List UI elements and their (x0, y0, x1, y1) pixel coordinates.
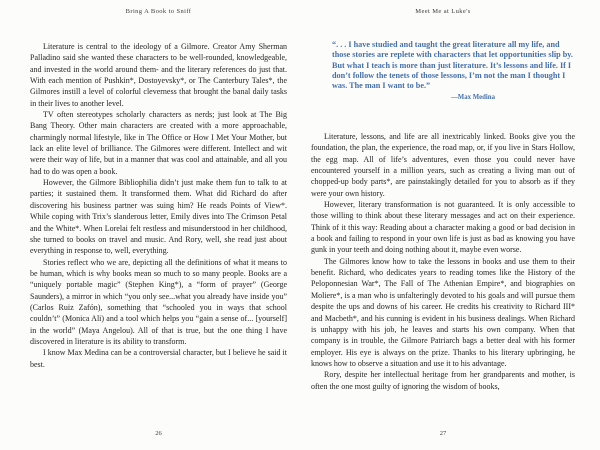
running-header-right: Meet Me at Luke's (415, 8, 471, 15)
paragraph: Literature is central to the ideology of a Gilmore. Creator Amy Sherman Palladino said she wanted these characters to be well-rounded, knowledgeable, and invested in the world around them- and the literary references do just that. With each mention of Pushkin*, Dostoyevsky*, or The Canterbury Tales*, the Gilmores instill a level of colorful cleverness that brought the banal daily tasks in their lives to another level. (30, 42, 287, 108)
pull-quote-text: “. . . I have studied and taught the great literature all my life, and those stories are replete with characters that let opportunities slip by. But what I teach is more than just literature. It’s lessons and life. If I don’t follow the tenets of those lessons, I’m not the man I thought I was. The man I want to be.” (332, 40, 573, 91)
page-number-left: 26 (155, 430, 162, 437)
paragraph: Rory, despite her intellectual heritage from her grandparents and mother, is often the one most guilty of ignoring the wisdom of books, (311, 370, 575, 391)
page-number-right: 27 (439, 430, 447, 437)
right-page-body (311, 131, 575, 392)
paragraph: However, literary transformation is not guaranteed. It is only accessible to those willing to think about these literary messages and act on their experience. Think of it this way: Reading about a character making a good or bad decision in a book and failing to respond in your own life is just as bad as knowing you have gunk in your teeth and doing nothing about it, maybe even worse. (311, 200, 575, 255)
pull-quote-block (311, 40, 575, 101)
paragraph: Literature, lessons, and life are all inextricably linked. Books give you the foundation, the plan, the experience, the road map, or, if you live in Stars Hollow, the egg map. All of life’s adventures, even those you could never have encountered yourself in a million years, such as creating a living man out of chopped-up body parts*, are painstakingly detailed for you to absorb as if they were your own history. (311, 132, 575, 198)
paragraph: TV often stereotypes scholarly characters as nerds; just look at The Big Bang Theory. Other main characters are created with a more approachable, charmingly normal lifestyle, like in The Office or How I Met Your Mother, but lack an elite level of brilliance. The Gilmores were different. Intellect and wit were their way of life, but in a manner that was cool and attainable, and all you had to do was open a book. (30, 110, 287, 176)
paragraph: The Gilmores know how to take the lessons in books and use them to their benefit. Richard, who dedicates years to reading tomes like the History of the Peloponnesian War*, The Fall of The Athenian Empire*, and biographies on Moliere*, is a man who is unfalteringly devoted to his goals and will pursue them despite the ups and downs of his career. He credits his creativity to Richard III* and Macbeth*, and his cunning is evident in his business dealings. When Richard is unhappy with his job, he leaves and starts his own company. When that company is in trouble, the Gilmore Patriarch bags a better deal with his former employer. His eye is always on the prize. Thanks to his literary upbringing, he knows how to observe a situation and use it to his advantage. (311, 256, 575, 368)
paragraph: Stories reflect who we are, depicting all the definitions of what it means to be human, which is why books mean so much to so many people. Books are a “uniquely portable magic” (Stephen King*), a “form of prayer” (George Saunders), a mirror in which “you only see...what you already have inside you” (Carlos Ruiz Zafón), something that “schooled you in ways that school couldn’t” (Monica Ali) and a tool which helps you “gain a sense of... [yourself] in the world” (Maya Angelou). All of that is true, but the one thing I have discovered in literature is its ability to transform. (30, 257, 287, 346)
paragraph: However, the Gilmore Bibliophilia didn’t just make them fun to talk to at parties; it sustained them. It transformed them. What did Richard do after discovering his business partner was suing him? He reads Points of View*. While coping with Trix’s slanderous letter, Emily dives into The Crimson Petal and the White*. When Lorelai felt restless and misunderstood in her childhood, she turned to books on travel and music. And Rory, well, she read just about everything in response to, well, everything. (30, 178, 287, 256)
running-header-left: Bring A Book to Sniff (125, 8, 192, 15)
paragraph: I know Max Medina can be a controversial character, but I believe he said it best. (30, 348, 287, 369)
quote-attribution: —Max Medina (451, 94, 495, 102)
left-page-body (30, 41, 287, 370)
